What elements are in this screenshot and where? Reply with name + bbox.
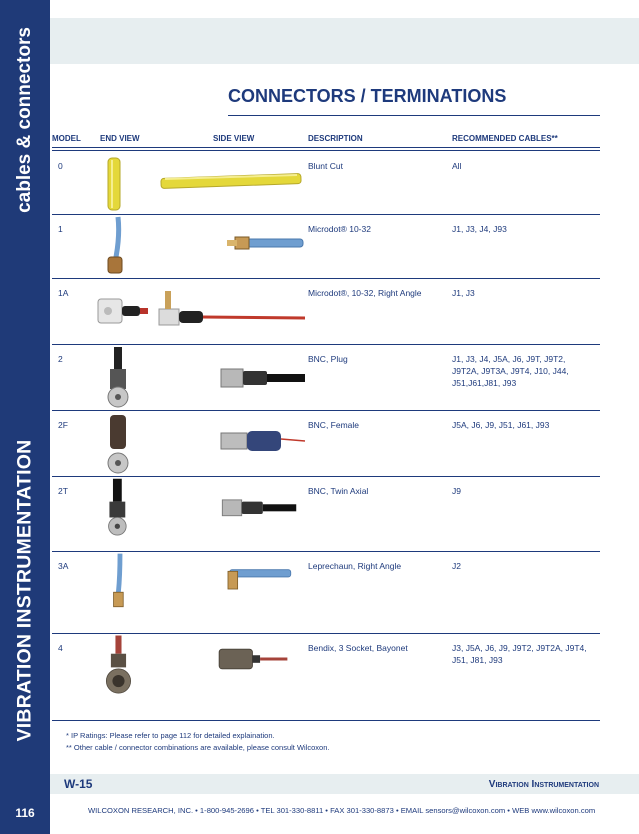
footnote-ip: * IP Ratings: Please refer to page 112 for detailed explaination. xyxy=(66,731,275,740)
page-title: CONNECTORS / TERMINATIONS xyxy=(228,86,507,106)
table-row xyxy=(52,215,600,279)
row-separator xyxy=(52,720,600,721)
row-description: BNC, Female xyxy=(308,420,360,430)
header-model: MODEL xyxy=(52,134,81,143)
row-model: 2T xyxy=(58,486,68,496)
row-model: 2F xyxy=(58,420,68,430)
sidebar-brand-label xyxy=(0,410,50,770)
row-cables: J1, J3 xyxy=(452,288,475,298)
header-cables: RECOMMENDED CABLES** xyxy=(452,134,558,143)
row-description: Bendix, 3 Socket, Bayonet xyxy=(308,643,408,653)
row-cables: J3, J5A, J6, J9, J9T2, J9T2A, J9T4, J51, J81, J93 xyxy=(452,643,587,665)
end-view-image xyxy=(90,411,150,477)
header-description: DESCRIPTION xyxy=(308,134,363,143)
side-view-image xyxy=(157,279,307,345)
table-row xyxy=(52,152,600,215)
header-rule-bottom xyxy=(52,150,600,151)
header-end-view: END VIEW xyxy=(100,134,140,143)
header-side-view: SIDE VIEW xyxy=(213,134,255,143)
side-view-image xyxy=(157,634,307,700)
side-view-image xyxy=(157,215,307,281)
side-view-image xyxy=(157,152,307,218)
end-view-image xyxy=(90,345,150,411)
side-view-image xyxy=(157,477,307,543)
table-row xyxy=(52,411,600,477)
row-model: 3A xyxy=(58,561,69,571)
table-row xyxy=(52,634,600,721)
end-view-image xyxy=(90,279,150,345)
end-view-image xyxy=(90,152,150,218)
side-view-image xyxy=(157,552,307,618)
title-rule xyxy=(228,115,600,116)
side-view-image xyxy=(157,411,307,477)
end-view-image xyxy=(90,215,150,281)
row-description: Blunt Cut xyxy=(308,161,343,171)
page-number: 116 xyxy=(15,806,35,820)
row-cables: J2 xyxy=(452,561,461,571)
row-cables: J9 xyxy=(452,486,461,496)
footer-section: Vibration Instrumentation xyxy=(488,779,599,790)
table-row xyxy=(52,552,600,634)
header-rule-top xyxy=(52,147,600,148)
row-description: Microdot® 10-32 xyxy=(308,224,371,234)
row-model: 1 xyxy=(58,224,63,234)
row-cables: J1, J3, J4, J5A, J6, J9T, J9T2, J9T2A, J9T3A, J9T4, J10, J44, J51,J61,J81, J93 xyxy=(452,354,569,388)
company-info: WILCOXON RESEARCH, INC. • 1-800-945-2696 • TEL 301-330-8811 • FAX 301-330-8873 • EMAIL sensors@wilcoxon.com • WEB www.wilcoxon.com xyxy=(88,806,596,815)
table-row xyxy=(52,345,600,411)
row-model: 1A xyxy=(58,288,69,298)
page-code: W-15 xyxy=(64,777,93,791)
row-cables: J1, J3, J4, J93 xyxy=(452,224,507,234)
row-model: 2 xyxy=(58,354,63,364)
row-description: BNC, Plug xyxy=(308,354,348,364)
footnote-other: ** Other cable / connector combinations are available, please consult Wilcoxon. xyxy=(66,743,330,752)
table-row xyxy=(52,279,600,345)
row-cables: J5A, J6, J9, J51, J61, J93 xyxy=(452,420,550,430)
side-view-image xyxy=(157,345,307,411)
end-view-image xyxy=(90,634,150,700)
sidebar-section-label xyxy=(0,0,50,240)
table-row xyxy=(52,477,600,552)
top-band xyxy=(50,18,639,64)
row-model: 0 xyxy=(58,161,63,171)
sidebar-mid-text: VIBRATION INSTRUMENTATION xyxy=(13,439,36,741)
end-view-image xyxy=(90,477,150,543)
sidebar xyxy=(0,0,50,834)
row-model: 4 xyxy=(58,643,63,653)
row-description: BNC, Twin Axial xyxy=(308,486,369,496)
row-description: Leprechaun, Right Angle xyxy=(308,561,402,571)
row-description: Microdot®, 10-32, Right Angle xyxy=(308,288,422,298)
row-cables: All xyxy=(452,161,462,171)
sidebar-top-text: cables & connectors xyxy=(14,27,35,213)
end-view-image xyxy=(90,552,150,618)
